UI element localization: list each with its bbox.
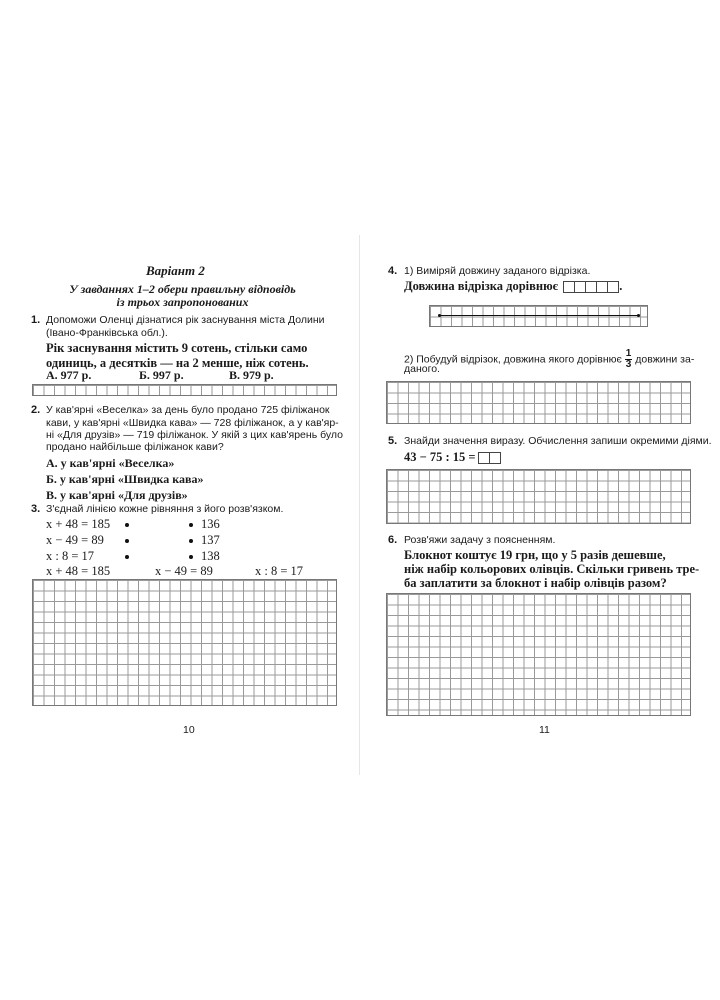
q2-number: 2. [31,404,41,416]
q3-work-equation-1: x + 48 = 185 [46,564,111,578]
q3-equation-1: x + 48 = 185 [46,517,111,531]
q3-answer-3: 138 [201,549,220,563]
q4-part1-period: . [619,279,623,293]
q3-equation-1-dot[interactable] [125,523,129,527]
q3-work-equation-3: x : 8 = 17 [255,564,304,578]
q1-option-c[interactable]: В. 979 р. [229,368,274,382]
q3-equation-3-dot[interactable] [125,555,129,559]
q6-bold-line-3: ба заплатити за блокнот і набір олівців разом? [404,576,667,590]
q4-part1-bold-text: Довжина відрізка дорівнює [404,279,559,293]
q1-bold-line-2: одиниць, а десятків — на 2 менше, ніж сотень. [46,356,309,370]
q6-solution-grid[interactable] [386,593,691,716]
q4-fraction [625,349,633,370]
q4-part2-text-after: довжини за- [635,353,695,366]
q3-equation-2-dot[interactable] [125,539,129,543]
left-page-number: 10 [183,724,195,736]
q6-number: 6. [388,534,398,546]
q3-text: З'єднай лінією кожне рівняння з його розв'язком. [46,503,284,515]
q1-answer-grid[interactable] [32,384,337,396]
q4-fraction-numerator: 1 [625,348,632,359]
q2-option-b[interactable]: Б. у кав'ярні «Швидка кава» [46,472,204,486]
q4-fraction-denominator: 3 [625,359,632,370]
q4-part1-bold [404,279,622,293]
q4-part2-line-2: даного. [404,363,440,375]
instruction-line-2: із трьох запропонованих [116,295,249,309]
q5-work-grid[interactable] [386,469,691,524]
q5-expression: 43 − 75 : 15 = [404,450,476,464]
q2-option-c[interactable]: В. у кав'ярні «Для друзів» [46,488,188,502]
q2-text-line-3: ні «Для друзів» — 719 філіжанок. У якій з цих кав'ярень було [46,429,343,441]
q2-text-line-1: У кав'ярні «Веселка» за день було продано 725 філіжанок [46,404,330,416]
q2-text-line-2: кави, у кав'ярні «Швидка кава» — 728 філіжанок, а у кав'яр- [46,417,339,429]
q2-text-line-4: продано найбільше філіжанок кави? [46,441,224,453]
q5-text: Знайди значення виразу. Обчислення запиши окремими діями. [404,435,712,447]
q4-construction-grid[interactable] [386,381,691,424]
q4-segment-endpoint-b [637,314,640,317]
instruction-line-1: У завданнях 1–2 обери правильну відповідь [69,282,296,296]
variant-title: Варіант 2 [146,263,205,278]
q6-bold-line-2: ніж набір кольорових олівців. Скільки гривень тре- [404,562,700,576]
q4-length-answer-boxes[interactable] [564,279,619,293]
q1-option-b[interactable]: Б. 997 р. [139,368,184,382]
q1-text-line-1: Допоможи Оленці дізнатися рік заснування міста Долини [46,314,325,326]
q6-bold-line-1: Блокнот коштує 19 грн, що у 5 разів дешевше, [404,548,666,562]
q4-part1-text: 1) Виміряй довжину заданого відрізка. [404,265,591,277]
q4-part2-text-before: 2) Побудуй відрізок, довжина якого дорівнює [404,353,622,366]
q3-work-grid[interactable] [32,579,337,706]
q4-number: 4. [388,265,398,277]
q1-number: 1. [31,314,41,326]
q1-bold-line-1: Рік заснування містить 9 сотень, стільки само [46,341,308,355]
q1-text-line-2: (Івано-Франківська обл.). [46,327,168,339]
q2-option-a[interactable]: А. у кав'ярні «Веселка» [46,456,175,470]
q4-part2-line-1 [404,349,694,370]
q3-answer-2: 137 [201,533,220,547]
q3-answer-1-dot[interactable] [189,523,193,527]
q5-answer-boxes[interactable] [479,450,501,464]
q4-segment-line [439,315,638,316]
q5-expression-row [404,450,501,464]
q5-number: 5. [388,435,398,447]
q3-answer-2-dot[interactable] [189,539,193,543]
right-page-number: 11 [539,724,550,736]
q1-option-a[interactable]: А. 977 р. [46,368,92,382]
q3-answer-1: 136 [201,517,220,531]
q3-equation-3: x : 8 = 17 [46,549,95,563]
q4-segment-endpoint-a [438,314,441,317]
q3-number: 3. [31,503,41,515]
q3-equation-2: x − 49 = 89 [46,533,104,547]
q3-answer-3-dot[interactable] [189,555,193,559]
q3-work-equation-2: x − 49 = 89 [155,564,213,578]
q6-text: Розв'яжи задачу з поясненням. [404,534,556,546]
page-gutter [359,235,360,775]
q4-segment-grid [429,305,648,327]
